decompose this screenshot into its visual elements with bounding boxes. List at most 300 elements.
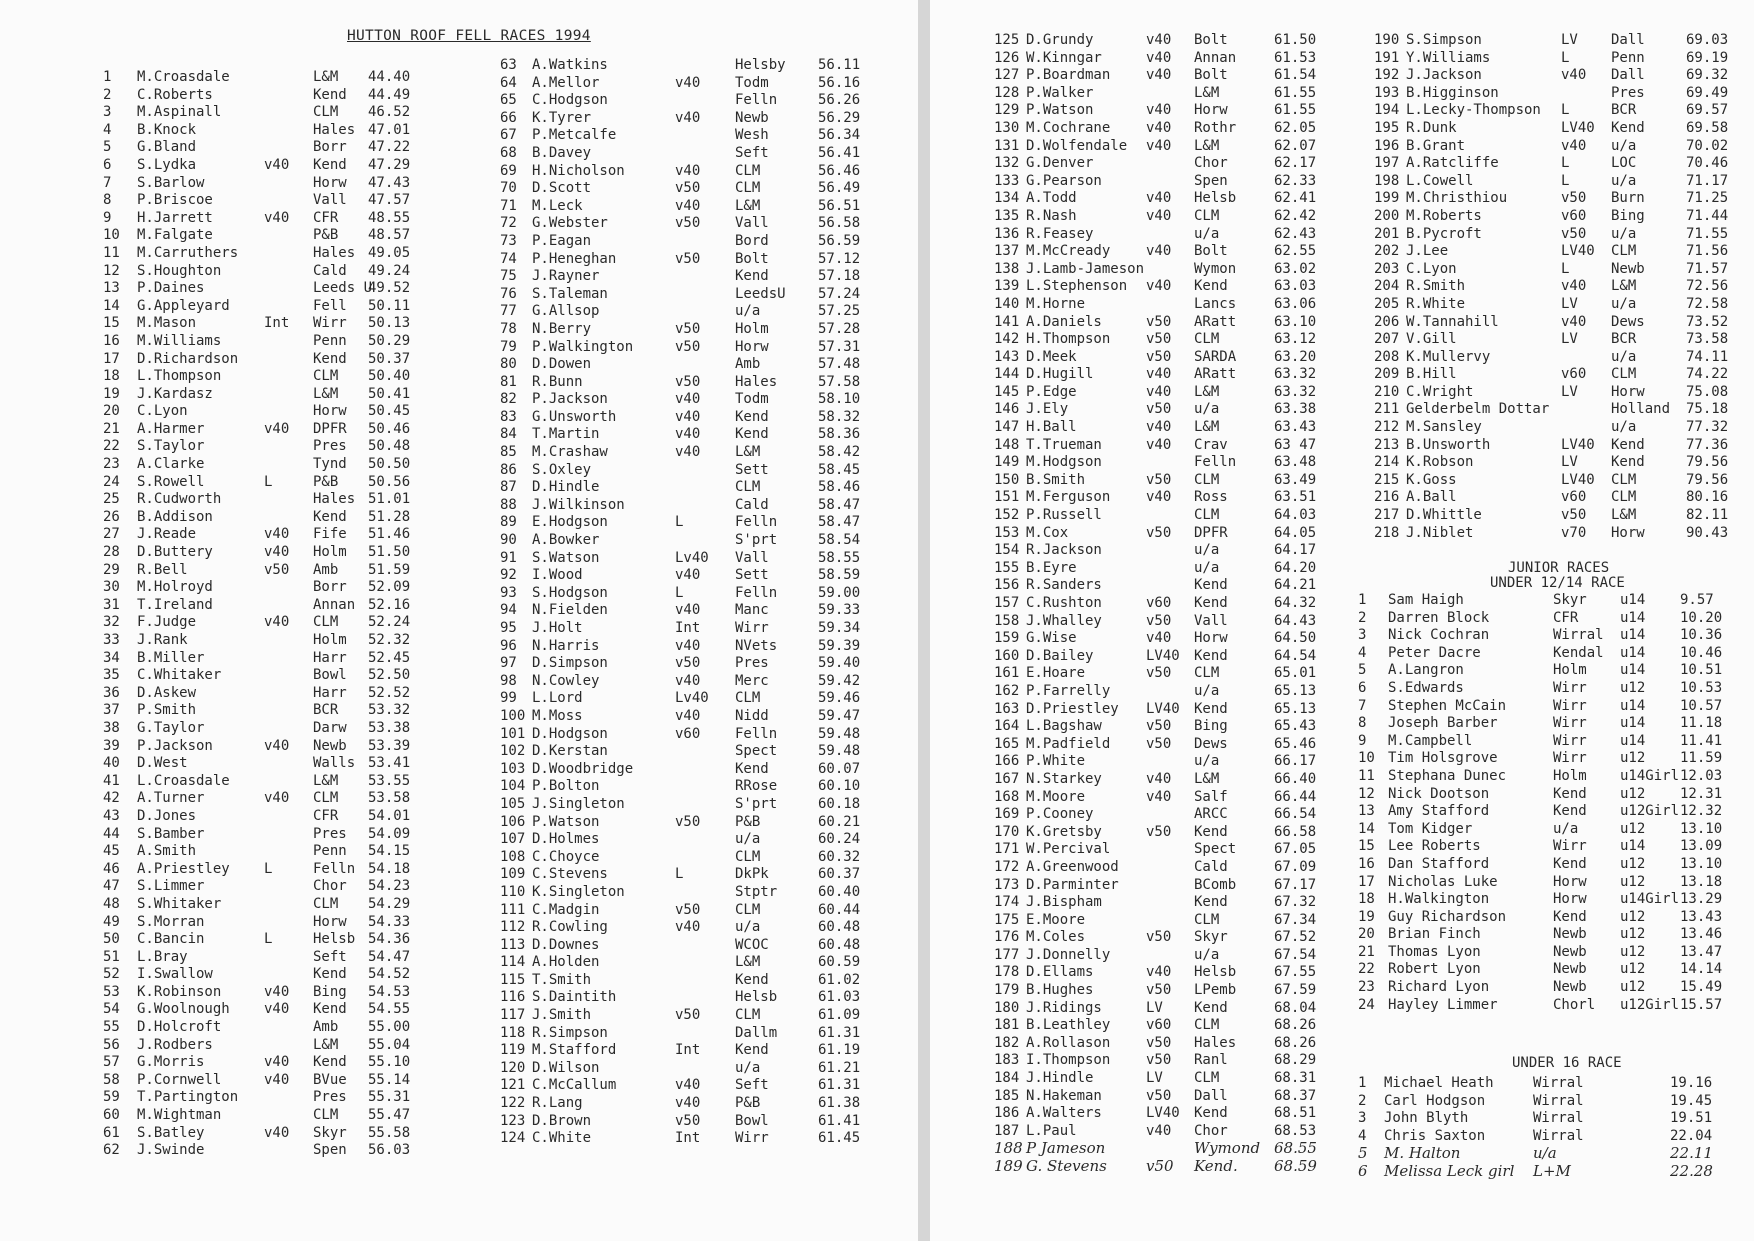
runner-name: B.Hill: [1406, 366, 1457, 383]
position: 167: [994, 770, 1020, 787]
position: 116: [500, 989, 526, 1006]
category: Int: [675, 620, 701, 636]
runner-name: R.White: [1406, 295, 1466, 312]
club: Kend: [1194, 595, 1228, 611]
result-row: [994, 595, 1364, 613]
finish-time: 13.18: [1680, 873, 1723, 890]
finish-time: 61.55: [1274, 102, 1317, 119]
result-row: [1358, 733, 1738, 751]
position: 205: [1374, 295, 1400, 312]
result-row: [500, 1077, 880, 1095]
position: 7: [1358, 697, 1367, 714]
finish-time: 59.42: [818, 672, 861, 689]
runner-name: W.Percival: [1026, 841, 1111, 858]
result-row: [103, 122, 453, 140]
category: v40: [264, 156, 290, 173]
position: 198: [1374, 172, 1400, 189]
result-row: [500, 215, 880, 233]
category: v40: [675, 74, 701, 91]
club: CLM: [1194, 507, 1220, 524]
runner-name: P.Cornwell: [137, 1071, 222, 1088]
runner-name: P.Walkington: [532, 338, 634, 355]
runner-name: M.Wightman: [137, 1107, 222, 1124]
finish-time: 63.48: [1274, 454, 1317, 471]
position: 76: [500, 285, 517, 302]
finish-time: 46.52: [368, 104, 411, 121]
club: Bolt: [1194, 32, 1228, 48]
finish-time: 61.50: [1274, 32, 1317, 48]
club: Helsb: [313, 931, 356, 948]
runner-name: M.Coles: [1026, 929, 1086, 946]
position: 108: [500, 848, 526, 865]
club: Newb: [1553, 926, 1587, 943]
result-row: [500, 743, 880, 761]
position: 106: [500, 813, 526, 830]
category: v40: [1146, 49, 1172, 66]
result-row: [1358, 1163, 1738, 1181]
club: Kend: [313, 1001, 347, 1018]
position: 145: [994, 383, 1020, 400]
result-row: [1358, 627, 1738, 645]
club: Kend: [1553, 855, 1587, 872]
result-row: [500, 655, 880, 673]
category: v40: [675, 426, 701, 443]
position: 59: [103, 1089, 120, 1106]
position: 122: [500, 1095, 526, 1112]
runner-name: L.Thompson: [137, 368, 222, 385]
finish-time: 67.34: [1274, 911, 1317, 928]
position: 189: [994, 1157, 1023, 1175]
category: u14: [1620, 627, 1646, 644]
finish-time: 55.14: [368, 1071, 411, 1088]
finish-time: 12.32: [1680, 803, 1723, 820]
club: BComb: [1194, 876, 1237, 893]
result-row: [500, 585, 880, 603]
result-row: [994, 437, 1364, 455]
category: LV: [1561, 454, 1578, 471]
club: CLM: [735, 690, 761, 707]
finish-time: 61.31: [818, 1024, 861, 1041]
position: 202: [1374, 243, 1400, 260]
club: L&M: [1611, 278, 1637, 295]
club: Newb: [1553, 943, 1587, 960]
position: 64: [500, 74, 517, 91]
runner-name: C.Rushton: [1026, 595, 1102, 611]
finish-time: 63 47: [1274, 436, 1317, 453]
category: v50: [675, 901, 701, 918]
runner-name: H.Walkington: [1388, 891, 1490, 908]
result-row: [994, 226, 1364, 244]
category: LV40: [1146, 1105, 1180, 1122]
category: Lv40: [675, 549, 709, 566]
result-row: [500, 796, 880, 814]
finish-time: 66.54: [1274, 806, 1317, 823]
result-row: [500, 127, 880, 145]
finish-time: 60.07: [818, 760, 861, 777]
club: Kend: [1194, 894, 1228, 911]
runner-name: C.Choyce: [532, 848, 600, 865]
finish-time: 22.28: [1670, 1161, 1713, 1180]
result-row: [1358, 786, 1738, 804]
result-row: [103, 949, 453, 967]
runner-name: S.Houghton: [137, 262, 222, 279]
position: 24: [103, 473, 120, 490]
result-row: [1358, 856, 1738, 874]
result-row: [103, 1054, 453, 1072]
club: Kend: [735, 760, 769, 777]
runner-name: D.Priestley: [1026, 700, 1119, 717]
position: 47: [103, 878, 120, 895]
club: CLM: [313, 104, 339, 121]
runner-name: F.Judge: [137, 614, 197, 631]
position: 19: [1358, 908, 1375, 925]
position: 142: [994, 331, 1020, 348]
category: v40: [1561, 313, 1587, 330]
club: Penn: [313, 843, 347, 860]
position: 26: [103, 508, 120, 525]
finish-time: 61.41: [818, 1112, 861, 1129]
runner-name: D.Woodbridge: [532, 760, 634, 777]
result-row: [103, 421, 453, 439]
category: v50: [1146, 929, 1172, 946]
result-row: [994, 771, 1364, 789]
club: Felln: [735, 584, 778, 601]
category: v50: [1146, 1034, 1172, 1051]
finish-time: 74.11: [1686, 348, 1729, 365]
runner-name: R.Bunn: [532, 373, 583, 390]
finish-time: 63.02: [1274, 260, 1317, 277]
finish-time: 13.10: [1680, 855, 1723, 872]
category: u14: [1620, 715, 1646, 732]
position: 2: [103, 86, 112, 103]
finish-time: 10.51: [1680, 662, 1723, 679]
result-row: [500, 937, 880, 955]
result-row: [500, 1042, 880, 1060]
position: 11: [1358, 767, 1375, 784]
result-row: [994, 1088, 1364, 1106]
category: u12: [1620, 785, 1646, 802]
finish-time: 50.48: [368, 438, 411, 455]
category: v50: [1146, 1052, 1172, 1069]
runner-name: S.Morran: [137, 913, 205, 930]
finish-time: 66.40: [1274, 770, 1317, 787]
result-row: [994, 964, 1364, 982]
position: 93: [500, 584, 517, 601]
position: 72: [500, 215, 517, 232]
runner-name: H.Thompson: [1026, 331, 1111, 348]
runner-name: P.Briscoe: [137, 192, 213, 209]
finish-time: 53.55: [368, 772, 411, 789]
finish-time: 64.54: [1274, 647, 1317, 664]
position: 6: [1358, 1161, 1368, 1180]
runner-name: P.Watson: [532, 813, 600, 830]
runner-name: B.Leathley: [1026, 1017, 1111, 1034]
finish-time: 52.16: [368, 596, 411, 613]
runner-name: K.Gretsby: [1026, 823, 1102, 840]
runner-name: H.Nicholson: [532, 162, 625, 179]
finish-time: 59.47: [818, 707, 861, 724]
runner-name: K.Tyrer: [532, 109, 592, 126]
club: Newb: [1553, 979, 1587, 996]
finish-time: 68.26: [1274, 1034, 1317, 1051]
category: v40: [675, 602, 701, 619]
club: Todm: [735, 74, 769, 91]
category: LV: [1561, 331, 1578, 348]
position: 16: [103, 332, 120, 349]
position: 163: [994, 700, 1020, 717]
club: Wirral: [1553, 627, 1604, 644]
category: v50: [1561, 507, 1587, 524]
finish-time: 61.53: [1274, 49, 1317, 66]
result-row: [500, 303, 880, 321]
finish-time: 69.03: [1686, 32, 1729, 48]
result-row: [500, 233, 880, 251]
result-row: [1374, 190, 1744, 208]
result-row: [103, 1125, 453, 1143]
club: L&M: [313, 772, 339, 789]
position: 213: [1374, 436, 1400, 453]
finish-time: 22.11: [1670, 1144, 1713, 1163]
result-row: [1358, 1145, 1738, 1163]
club: Spect: [735, 743, 778, 760]
runner-name: S.Batley: [137, 1124, 205, 1141]
finish-time: 71.57: [1686, 260, 1729, 277]
position: 157: [994, 595, 1020, 611]
club: ARCC: [1194, 806, 1228, 823]
position: 200: [1374, 207, 1400, 224]
result-row: [1374, 32, 1744, 50]
position: 12: [1358, 785, 1375, 802]
runner-name: G.Woolnough: [137, 1001, 230, 1018]
runner-name: A.Bowker: [532, 532, 600, 549]
finish-time: 64.20: [1274, 559, 1317, 576]
finish-time: 69.49: [1686, 84, 1729, 101]
position: 149: [994, 454, 1020, 471]
club: Helsb: [1194, 190, 1237, 207]
runner-name: G.Allsop: [532, 303, 600, 320]
result-row: [500, 110, 880, 128]
club: Wirr: [1553, 750, 1587, 767]
club: Newb: [735, 109, 769, 126]
position: 151: [994, 489, 1020, 506]
club: CLM: [735, 479, 761, 496]
finish-time: 19.45: [1670, 1092, 1713, 1109]
club: CLM: [313, 614, 339, 631]
position: 69: [500, 162, 517, 179]
runner-name: M.Croasdale: [137, 69, 230, 85]
finish-time: 50.41: [368, 385, 411, 402]
result-row: [1358, 715, 1738, 733]
finish-time: 11.18: [1680, 715, 1723, 732]
category: v40: [1561, 278, 1587, 295]
finish-time: 52.50: [368, 667, 411, 684]
position: 188: [994, 1139, 1023, 1158]
result-row: [994, 50, 1364, 68]
finish-time: 64.05: [1274, 524, 1317, 541]
runner-name: A.Harmer: [137, 420, 205, 437]
position: 132: [994, 155, 1020, 172]
finish-time: 70.02: [1686, 137, 1729, 154]
club: CLM: [1611, 243, 1637, 260]
result-row: [994, 1035, 1364, 1053]
runner-name: C.Hodgson: [532, 92, 608, 109]
result-row: [103, 192, 453, 210]
position: 89: [500, 514, 517, 531]
position: 8: [103, 192, 112, 209]
club: Horw: [313, 403, 347, 420]
runner-name: E.Moore: [1026, 911, 1086, 928]
finish-time: 71.17: [1686, 172, 1729, 189]
result-row: [994, 419, 1364, 437]
finish-time: 47.01: [368, 121, 411, 138]
position: 58: [103, 1071, 120, 1088]
result-row: [500, 426, 880, 444]
runner-name: D.Dowen: [532, 356, 592, 373]
position: 13: [1358, 803, 1375, 820]
club: Holm: [1553, 767, 1587, 784]
runner-name: A.Smith: [137, 843, 197, 860]
club: u/a: [1194, 682, 1220, 699]
category: v50: [1561, 190, 1587, 207]
club: Salf: [1194, 788, 1228, 805]
category: L: [1561, 260, 1570, 277]
finish-time: 61.38: [818, 1095, 861, 1112]
runner-name: K.Robinson: [137, 983, 222, 1000]
club: CLM: [1611, 471, 1637, 488]
finish-time: 10.53: [1680, 679, 1723, 696]
result-row: [1374, 507, 1744, 525]
result-row: [103, 333, 453, 351]
category: v40: [1146, 489, 1172, 506]
finish-time: 66.58: [1274, 823, 1317, 840]
category: LV40: [1146, 700, 1180, 717]
position: 121: [500, 1077, 526, 1094]
category: v50: [1146, 1087, 1172, 1104]
finish-time: 59.34: [818, 620, 861, 636]
category: v40: [675, 707, 701, 724]
position: 5: [1358, 662, 1367, 679]
position: 211: [1374, 401, 1400, 418]
result-row: [1374, 85, 1744, 103]
runner-name: I.Swallow: [137, 966, 213, 983]
runner-name: Amy Stafford: [1388, 803, 1490, 820]
club: Wirr: [313, 315, 347, 332]
club: BCR: [1611, 331, 1637, 348]
position: 154: [994, 542, 1020, 559]
runner-name: M.Falgate: [137, 227, 213, 244]
finish-time: 58.47: [818, 514, 861, 531]
finish-time: 52.24: [368, 614, 411, 631]
club: L&M: [735, 444, 761, 461]
club: L&M: [1194, 84, 1220, 101]
runner-name: Peter Dacre: [1388, 644, 1481, 661]
finish-time: 61.03: [818, 989, 861, 1006]
finish-time: 50.46: [368, 420, 411, 437]
runner-name: P.Cooney: [1026, 806, 1094, 823]
runner-name: A.Ratcliffe: [1406, 155, 1499, 172]
club: Holm: [313, 544, 347, 561]
runner-name: Hayley Limmer: [1388, 996, 1498, 1013]
position: 212: [1374, 419, 1400, 436]
position: 125: [994, 32, 1020, 48]
position: 30: [103, 579, 120, 596]
position: 9: [103, 209, 112, 226]
category: Lv40: [675, 690, 709, 707]
finish-time: 68.04: [1274, 999, 1317, 1016]
finish-time: 63.49: [1274, 471, 1317, 488]
finish-time: 13.46: [1680, 926, 1723, 943]
position: 150: [994, 471, 1020, 488]
position: 176: [994, 929, 1020, 946]
finish-time: 57.58: [818, 373, 861, 390]
category: LV40: [1561, 119, 1595, 136]
result-row: [103, 861, 453, 879]
club: Bing: [1194, 718, 1228, 735]
position: 19: [103, 385, 120, 402]
club: Chor: [1194, 1122, 1228, 1139]
category: u12: [1620, 961, 1646, 978]
position: 95: [500, 620, 517, 636]
finish-time: 54.52: [368, 966, 411, 983]
position: 62: [103, 1142, 120, 1159]
category: v40: [1146, 630, 1172, 647]
club: u/a: [1611, 172, 1637, 189]
category: v50: [1146, 471, 1172, 488]
category: v40: [264, 1071, 290, 1088]
runner-name: John Blyth: [1384, 1110, 1469, 1127]
position: 207: [1374, 331, 1400, 348]
runner-name: J.Ely: [1026, 401, 1069, 418]
runner-name: R.Sanders: [1026, 577, 1102, 594]
result-row: [500, 972, 880, 990]
category: u14: [1620, 662, 1646, 679]
result-row: [1358, 961, 1738, 979]
result-row: [103, 315, 453, 333]
finish-time: 67.32: [1274, 894, 1317, 911]
club: Borr: [313, 139, 347, 156]
runner-name: J.Niblet: [1406, 524, 1474, 541]
runner-name: B.Higginson: [1406, 84, 1499, 101]
category: Int: [675, 1042, 701, 1059]
result-row: [994, 894, 1364, 912]
runner-name: M.Holroyd: [137, 579, 213, 596]
runner-name: J.Bispham: [1026, 894, 1102, 911]
finish-time: 54.15: [368, 843, 411, 860]
runner-name: P.Boardman: [1026, 67, 1111, 84]
result-row: [1374, 208, 1744, 226]
result-row: [994, 102, 1364, 120]
position: 120: [500, 1059, 526, 1076]
finish-time: 51.28: [368, 508, 411, 525]
runner-name: A.Walters: [1026, 1105, 1102, 1122]
result-row: [500, 532, 880, 550]
runner-name: J.Rodbers: [137, 1036, 213, 1053]
club: P&B: [735, 1095, 761, 1112]
club: Kend: [1553, 803, 1587, 820]
result-row: [103, 526, 453, 544]
finish-time: 75.08: [1686, 383, 1729, 400]
result-row: [103, 650, 453, 668]
position: 185: [994, 1087, 1020, 1104]
finish-time: 52.09: [368, 579, 411, 596]
runner-name: S.Watson: [532, 549, 600, 566]
finish-time: 47.29: [368, 156, 411, 173]
club: Fife: [313, 526, 347, 543]
finish-time: 50.37: [368, 350, 411, 367]
result-row: [994, 278, 1364, 296]
club: CLM: [1194, 665, 1220, 682]
finish-time: 67.17: [1274, 876, 1317, 893]
